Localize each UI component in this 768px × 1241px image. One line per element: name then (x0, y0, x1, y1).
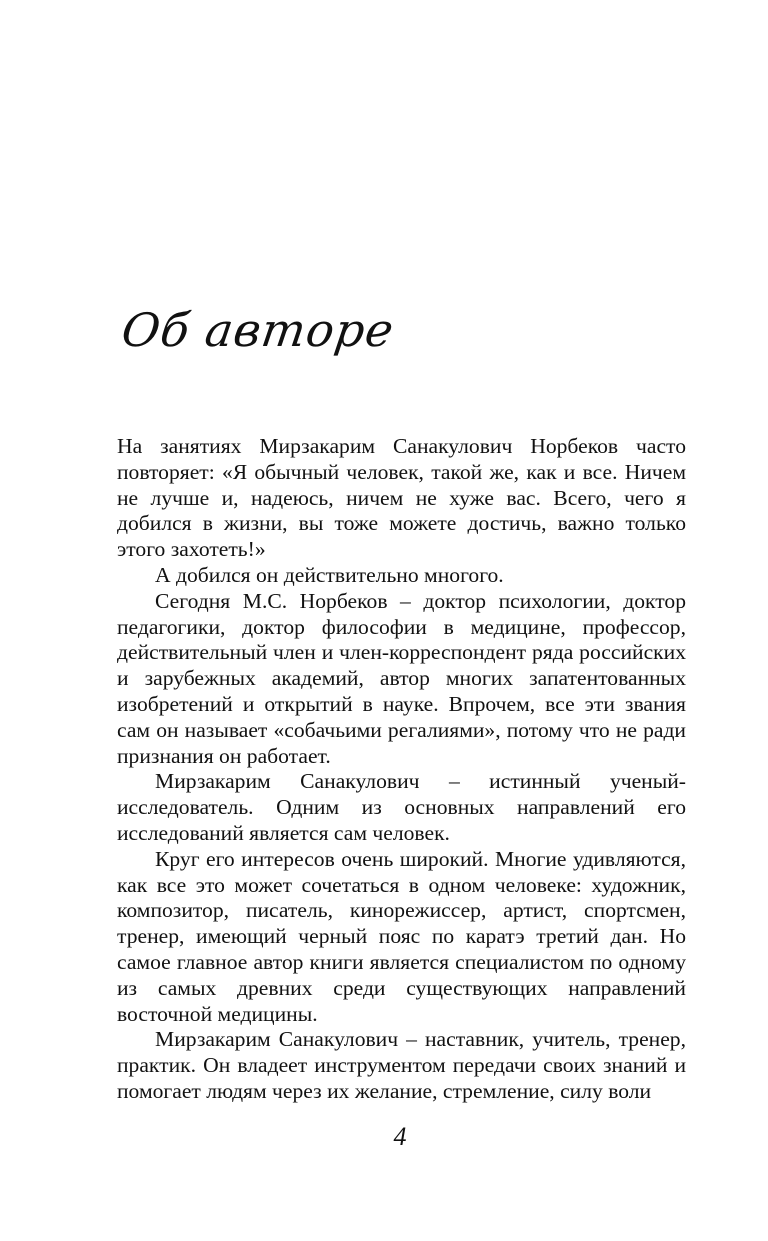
page-number: 4 (393, 1122, 407, 1151)
paragraph-1: На занятиях Мирзакарим Санакулович Норбеков часто повторяет: «Я обычный человек, такой же, как и все. Ничем не лучше и, надеюсь, ничем не хуже вас. Всего, чего я добился в жизни, вы тоже можете достичь, важно только этого захотеть!» (117, 434, 686, 562)
paragraph-2: А добился он действительно многого. (155, 562, 504, 587)
paragraph-5: Круг его интересов очень широкий. Многие удивляются, как все это может сочетаться в одном человеке: художник, композитор, писатель, кинорежиссер, артист, спортсмен, тренер, имеющий черный пояс по каратэ третий дан. Но самое главное автор книги является специалистом по одному из самых древних среди существующих направлений восточной медицины. (117, 846, 686, 1026)
paragraph-3: Сегодня М.С. Норбеков – доктор психологии, доктор педагогики, доктор философии в медицине, профессор, действительный член и член-корреспондент ряда российских и зарубежных академий, автор многих запатентованных изобретений и открытий в науке. Впрочем, все эти звания сам он называет «собачьими регалиями», потому что не ради признания он работает. (117, 588, 686, 768)
paragraph-4: Мирзакарим Санакулович – истинный ученый-исследователь. Одним из основных направлений его исследований является сам человек. (117, 769, 686, 845)
body-text (117, 434, 686, 1105)
chapter-title: Об авторе (118, 303, 398, 357)
paragraph-6: Мирзакарим Санакулович – наставник, учитель, тренер, практик. Он владеет инструментом передачи своих знаний и помогает людям через их желание, стремление, силу воли (117, 1027, 686, 1103)
